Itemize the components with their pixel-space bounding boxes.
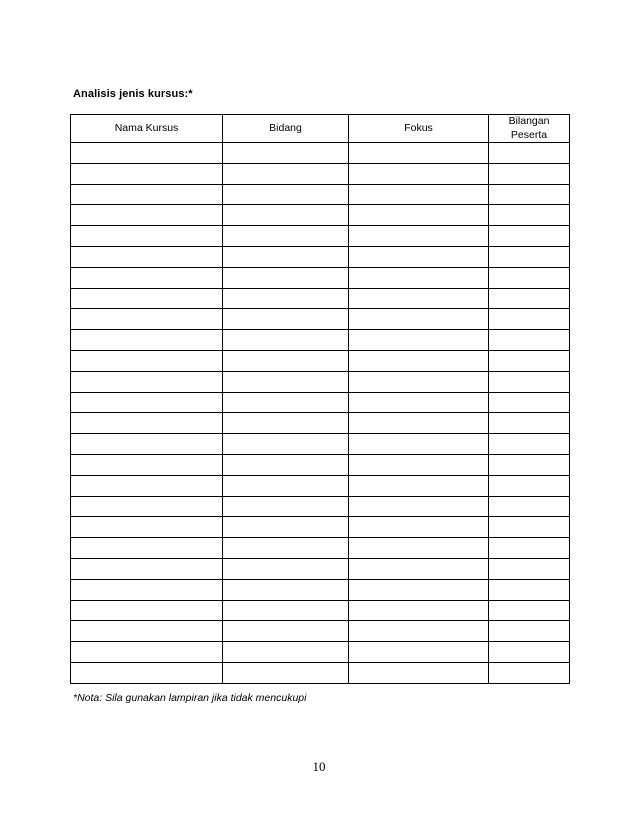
table-cell[interactable] — [489, 330, 570, 351]
table-cell[interactable] — [223, 538, 349, 559]
table-cell[interactable] — [489, 184, 570, 205]
table-cell[interactable] — [489, 454, 570, 475]
table-cell[interactable] — [489, 538, 570, 559]
table-cell[interactable] — [349, 184, 489, 205]
table-cell[interactable] — [489, 143, 570, 164]
table-row — [71, 454, 570, 475]
table-cell[interactable] — [71, 371, 223, 392]
table-row — [71, 621, 570, 642]
table-cell[interactable] — [223, 226, 349, 247]
table-cell[interactable] — [349, 246, 489, 267]
table-row — [71, 184, 570, 205]
table-cell[interactable] — [223, 496, 349, 517]
table-cell[interactable] — [71, 205, 223, 226]
table-row — [71, 392, 570, 413]
table-cell[interactable] — [349, 267, 489, 288]
table-cell[interactable] — [349, 475, 489, 496]
table-cell[interactable] — [349, 143, 489, 164]
table-cell[interactable] — [349, 350, 489, 371]
table-cell[interactable] — [349, 330, 489, 351]
table-cell[interactable] — [349, 538, 489, 559]
table-cell[interactable] — [71, 662, 223, 683]
table-cell[interactable] — [489, 226, 570, 247]
table-cell[interactable] — [71, 496, 223, 517]
table-row — [71, 496, 570, 517]
table-cell[interactable] — [71, 558, 223, 579]
table-cell[interactable] — [71, 538, 223, 559]
table-row — [71, 600, 570, 621]
table-row — [71, 309, 570, 330]
header-bilangan-peserta: Bilangan Peserta — [489, 115, 570, 143]
table-row — [71, 163, 570, 184]
table-cell[interactable] — [489, 621, 570, 642]
table-cell[interactable] — [349, 163, 489, 184]
table-cell[interactable] — [489, 662, 570, 683]
table-cell[interactable] — [223, 579, 349, 600]
table-cell[interactable] — [223, 558, 349, 579]
table-cell[interactable] — [349, 621, 489, 642]
table-cell[interactable] — [349, 309, 489, 330]
table-cell[interactable] — [489, 371, 570, 392]
table-cell[interactable] — [71, 454, 223, 475]
course-analysis-table — [70, 114, 570, 684]
table-cell[interactable] — [71, 288, 223, 309]
table-cell[interactable] — [223, 288, 349, 309]
table-cell[interactable] — [71, 579, 223, 600]
table-cell[interactable] — [349, 226, 489, 247]
table-row — [71, 350, 570, 371]
table-cell[interactable] — [223, 434, 349, 455]
table-cell[interactable] — [223, 662, 349, 683]
header-nama-kursus: Nama Kursus — [71, 115, 223, 143]
table-cell[interactable] — [489, 246, 570, 267]
table-cell[interactable] — [223, 163, 349, 184]
table-cell[interactable] — [223, 454, 349, 475]
table-cell[interactable] — [349, 454, 489, 475]
table-row — [71, 226, 570, 247]
table-cell[interactable] — [489, 434, 570, 455]
table-cell[interactable] — [349, 288, 489, 309]
table-row — [71, 434, 570, 455]
table-cell[interactable] — [71, 246, 223, 267]
section-heading: Analisis jenis kursus:* — [73, 88, 193, 100]
table-row — [71, 538, 570, 559]
table-row — [71, 205, 570, 226]
table-cell[interactable] — [489, 288, 570, 309]
table-header-row — [71, 115, 570, 143]
table-row — [71, 288, 570, 309]
table-cell[interactable] — [349, 642, 489, 663]
table-cell[interactable] — [349, 517, 489, 538]
table-cell[interactable] — [71, 413, 223, 434]
header-fokus: Fokus — [349, 115, 489, 143]
table-cell[interactable] — [489, 517, 570, 538]
table-cell[interactable] — [223, 621, 349, 642]
table-cell[interactable] — [71, 163, 223, 184]
table-cell[interactable] — [349, 662, 489, 683]
table-cell[interactable] — [489, 163, 570, 184]
table-cell[interactable] — [71, 309, 223, 330]
table-cell[interactable] — [349, 434, 489, 455]
table-row — [71, 662, 570, 683]
table-cell[interactable] — [349, 413, 489, 434]
table-cell[interactable] — [223, 309, 349, 330]
table-cell[interactable] — [349, 371, 489, 392]
table-row — [71, 330, 570, 351]
table-cell[interactable] — [71, 642, 223, 663]
table-row — [71, 475, 570, 496]
table-cell[interactable] — [223, 350, 349, 371]
table-cell[interactable] — [71, 621, 223, 642]
table-cell[interactable] — [223, 205, 349, 226]
table-cell[interactable] — [489, 350, 570, 371]
table-cell[interactable] — [223, 246, 349, 267]
table-cell[interactable] — [71, 184, 223, 205]
table-cell[interactable] — [349, 205, 489, 226]
table-cell[interactable] — [223, 413, 349, 434]
table-row — [71, 267, 570, 288]
table-row — [71, 143, 570, 164]
table-row — [71, 558, 570, 579]
table-cell[interactable] — [223, 600, 349, 621]
table-cell[interactable] — [349, 558, 489, 579]
header-bidang: Bidang — [223, 115, 349, 143]
table-cell[interactable] — [489, 309, 570, 330]
table-cell[interactable] — [489, 600, 570, 621]
page-number: 10 — [312, 759, 326, 774]
table-cell[interactable] — [349, 392, 489, 413]
table-cell[interactable] — [223, 371, 349, 392]
table-cell[interactable] — [71, 330, 223, 351]
table-cell[interactable] — [489, 558, 570, 579]
table-row — [71, 371, 570, 392]
table-cell[interactable] — [489, 475, 570, 496]
table-cell[interactable] — [71, 392, 223, 413]
table-cell[interactable] — [71, 600, 223, 621]
table-cell[interactable] — [223, 517, 349, 538]
table-body — [71, 143, 570, 684]
table-cell[interactable] — [489, 267, 570, 288]
table-cell[interactable] — [223, 642, 349, 663]
footnote: *Nota: Sila gunakan lampiran jika tidak mencukupi — [73, 692, 307, 704]
table-row — [71, 642, 570, 663]
table-cell[interactable] — [223, 330, 349, 351]
table-row — [71, 517, 570, 538]
table-cell[interactable] — [349, 600, 489, 621]
table-row — [71, 413, 570, 434]
table-cell[interactable] — [223, 392, 349, 413]
table-cell[interactable] — [71, 434, 223, 455]
table-cell[interactable] — [349, 579, 489, 600]
table-cell[interactable] — [489, 392, 570, 413]
table-cell[interactable] — [223, 143, 349, 164]
table-row — [71, 246, 570, 267]
table-cell[interactable] — [71, 143, 223, 164]
table-cell[interactable] — [349, 496, 489, 517]
table-cell[interactable] — [71, 267, 223, 288]
table-cell[interactable] — [489, 413, 570, 434]
table-cell[interactable] — [71, 226, 223, 247]
table-cell[interactable] — [223, 184, 349, 205]
table-cell[interactable] — [71, 350, 223, 371]
table-cell[interactable] — [71, 475, 223, 496]
table-cell[interactable] — [489, 205, 570, 226]
table-cell[interactable] — [489, 642, 570, 663]
table-cell[interactable] — [223, 267, 349, 288]
table-cell[interactable] — [489, 579, 570, 600]
table-cell[interactable] — [71, 517, 223, 538]
table-row — [71, 579, 570, 600]
table-cell[interactable] — [223, 475, 349, 496]
table-cell[interactable] — [489, 496, 570, 517]
